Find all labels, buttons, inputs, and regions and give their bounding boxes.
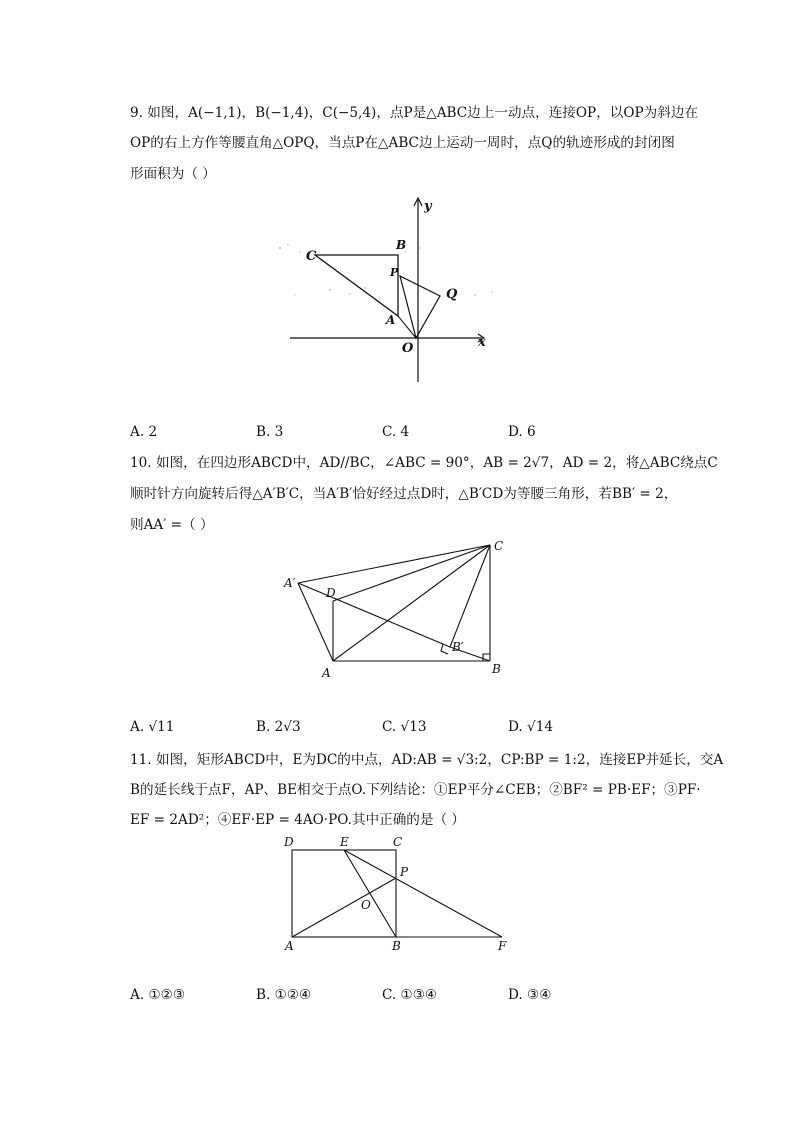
q10-label-b: B [492, 662, 501, 676]
q11-label-e: E [340, 835, 349, 849]
q11-label-p: P [400, 865, 409, 879]
q9-label-c: C [306, 249, 317, 264]
q11-label-d: D [284, 835, 294, 849]
q10-label-d: D [326, 586, 336, 600]
q10-figure [280, 535, 520, 685]
q11-option-b: B. ①②④ [256, 987, 312, 1003]
q10-label-a: A [322, 666, 331, 680]
q10-option-b: B. 2√3 [256, 719, 301, 735]
q10-label-a1: A′ [284, 576, 296, 590]
q11-line-3: EF = 2AD²；④EF·EP = 4AO·PO.其中正确的是（ ） [130, 812, 465, 828]
q11-segment-ap [292, 878, 396, 937]
q11-rectangle-abcd [292, 850, 396, 937]
q11-label-c: C [393, 835, 403, 849]
q11-label-f: F [498, 939, 507, 953]
q10-segment-a1c [298, 545, 490, 583]
q9-label-x: x [478, 335, 486, 350]
q10-label-b1: B′ [452, 640, 464, 654]
q9-figure [270, 190, 510, 390]
q10-line-2: 顺时针方向旋转后得△A′B′C，当A′B′恰好经过点D时，△B′CD为等腰三角形，若BB′ = 2， [130, 486, 678, 502]
q10-option-c: C. √13 [382, 719, 427, 735]
q11-figure [280, 832, 520, 956]
q11-label-o: O [361, 898, 371, 912]
q11-label-b: B [392, 939, 401, 953]
q10-label-c: C [494, 539, 504, 553]
q9-triangle-opq [400, 276, 440, 338]
q11-line-1: 11. 如图，矩形ABCD中，E为DC的中点，AD:AB = √3:2，CP:BP = 1:2，连接EP并延长，交A [130, 752, 724, 768]
q11-option-a: A. ①②③ [130, 987, 186, 1003]
q10-segment-dc [333, 545, 490, 601]
q9-option-c: C. 4 [382, 424, 410, 440]
q9-label-p: P [390, 266, 399, 279]
q11-label-a: A [285, 939, 294, 953]
q9-line-3: 形面积为（ ） [130, 166, 216, 182]
q10-segment-a1b1 [298, 583, 450, 647]
q11-segment-be [344, 850, 396, 937]
q9-label-q: Q [446, 287, 458, 302]
q9-option-a: A. 2 [130, 424, 158, 440]
q9-label-y: y [424, 199, 432, 214]
q9-line-2: OP的右上方作等腰直角△OPQ，当点P在△ABC边上运动一周时，点Q的轨迹形成的封闭图 [130, 135, 675, 151]
q11-line-2: B的延长线于点F，AP、BE相交于点O.下列结论：①EP平分∠CEB；②BF² = PB·EF；③PF· [130, 782, 701, 798]
q10-option-d: D. √14 [508, 719, 554, 735]
q9-label-a: A [386, 313, 396, 327]
q9-label-b: B [396, 238, 407, 252]
q9-option-b: B. 3 [256, 424, 284, 440]
q9-triangle-abc [315, 255, 398, 316]
q10-option-a: A. √11 [130, 719, 175, 735]
q11-option-d: D. ③④ [508, 987, 552, 1003]
q10-segment-ac [333, 545, 490, 661]
q11-option-c: C. ①③④ [382, 987, 438, 1003]
q9-label-o: O [402, 341, 414, 356]
q9-option-d: D. 6 [508, 424, 536, 440]
q9-line-1: 9. 如图，A(−1,1)，B(−1,4)，C(−5,4)，点P是△ABC边上一动点，连接OP，以OP为斜边在 [130, 105, 699, 121]
q10-line-1: 10. 如图，在四边形ABCD中，AD//BC，∠ABC = 90°，AB = 2√7，AD = 2，将△ABC绕点C [130, 455, 718, 471]
q10-line-3: 则AA′ =（ ） [130, 517, 214, 533]
